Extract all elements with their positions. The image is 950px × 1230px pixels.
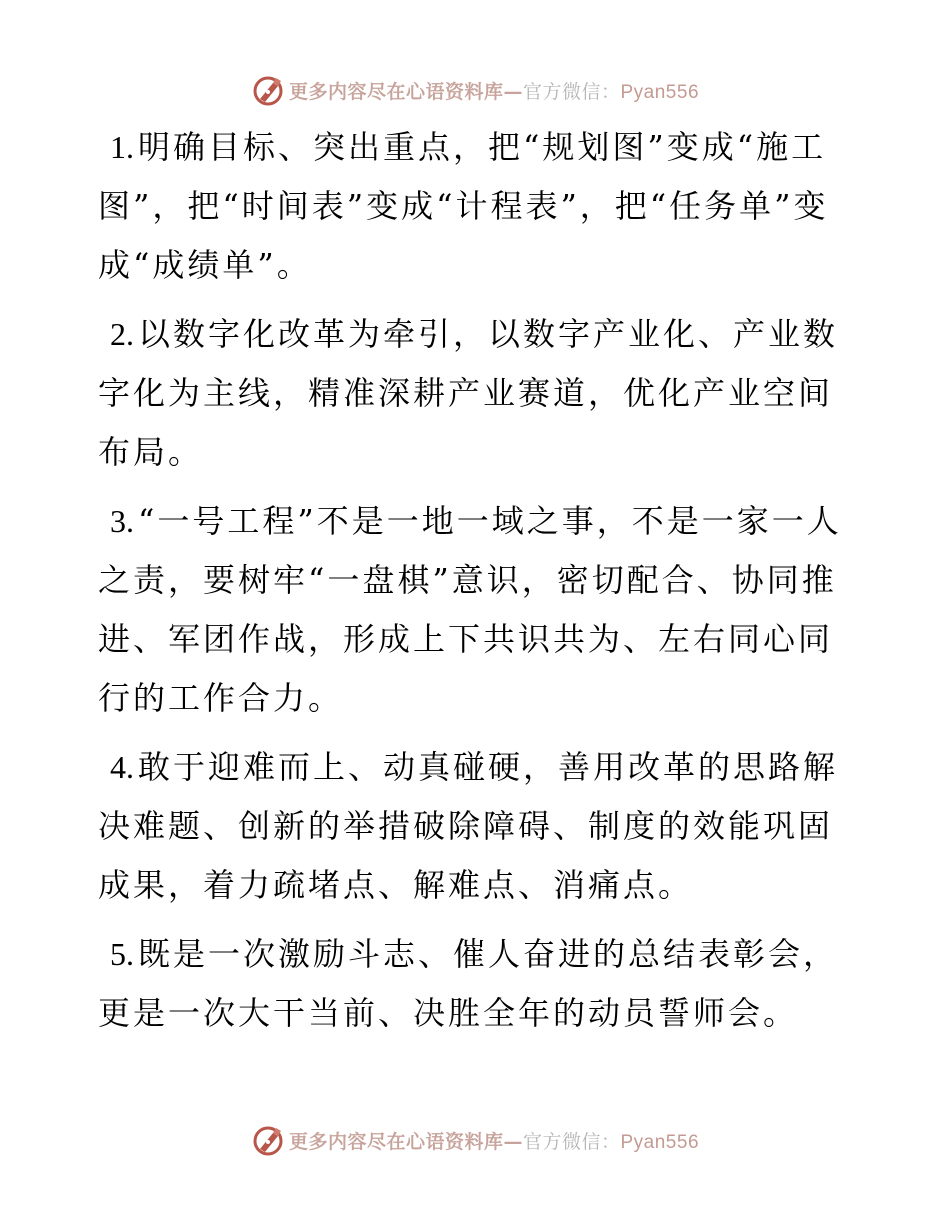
footer-banner <box>0 1120 950 1160</box>
header-banner-content <box>251 73 699 107</box>
header-dash: — <box>503 80 523 103</box>
footer-site-name: 更多内容尽在心语资料库 <box>288 1130 504 1153</box>
paragraph-number: 4. <box>110 749 134 785</box>
footer-banner-content <box>251 1123 699 1157</box>
paragraph-1 <box>98 118 848 295</box>
header-wechat-id: Pyan556 <box>620 81 700 103</box>
header-site-name: 更多内容尽在心语资料库 <box>288 80 504 103</box>
footer-wechat-label: 官方微信： <box>522 1130 621 1153</box>
pen-nib-logo-icon <box>251 1123 285 1157</box>
paragraph-2 <box>98 305 848 482</box>
footer-dash: — <box>503 1130 523 1153</box>
paragraph-number: 1. <box>110 129 134 165</box>
paragraph-4 <box>98 738 848 915</box>
footer-banner-text <box>289 1127 699 1154</box>
paragraph-number: 5. <box>110 936 134 972</box>
paragraph-text: “一号工程”不是一地一域之事，不是一家一人之责，要树牢“一盘棋”意识，密切配合、协同推进、军团作战，形成上下共识共为、左右同心同行的工作合力。 <box>98 502 842 717</box>
header-banner-text <box>289 77 699 104</box>
header-banner <box>0 70 950 110</box>
paragraph-number: 3. <box>110 503 134 539</box>
paragraph-3 <box>98 492 848 728</box>
footer-wechat-id: Pyan556 <box>620 1131 700 1153</box>
pen-nib-logo-icon <box>251 73 285 107</box>
paragraph-text: 以数字化改革为牵引，以数字产业化、产业数字化为主线，精准深耕产业赛道，优化产业空间布局。 <box>98 315 839 471</box>
document-body <box>98 118 848 1053</box>
header-wechat-label: 官方微信： <box>522 80 621 103</box>
paragraph-text: 敢于迎难而上、动真碰硬，善用改革的思路解决难题、创新的举措破除障碍、制度的效能巩固成果，着力疏堵点、解难点、消痛点。 <box>98 748 839 904</box>
paragraph-number: 2. <box>110 316 134 352</box>
paragraph-text: 既是一次激励斗志、催人奋进的总结表彰会，更是一次大干当前、决胜全年的动员誓师会。 <box>98 935 839 1032</box>
paragraph-text: 明确目标、突出重点，把“规划图”变成“施工图”，把“时间表”变成“计程表”，把“任务单”变成“成绩单”。 <box>98 128 829 284</box>
paragraph-5 <box>98 925 848 1043</box>
